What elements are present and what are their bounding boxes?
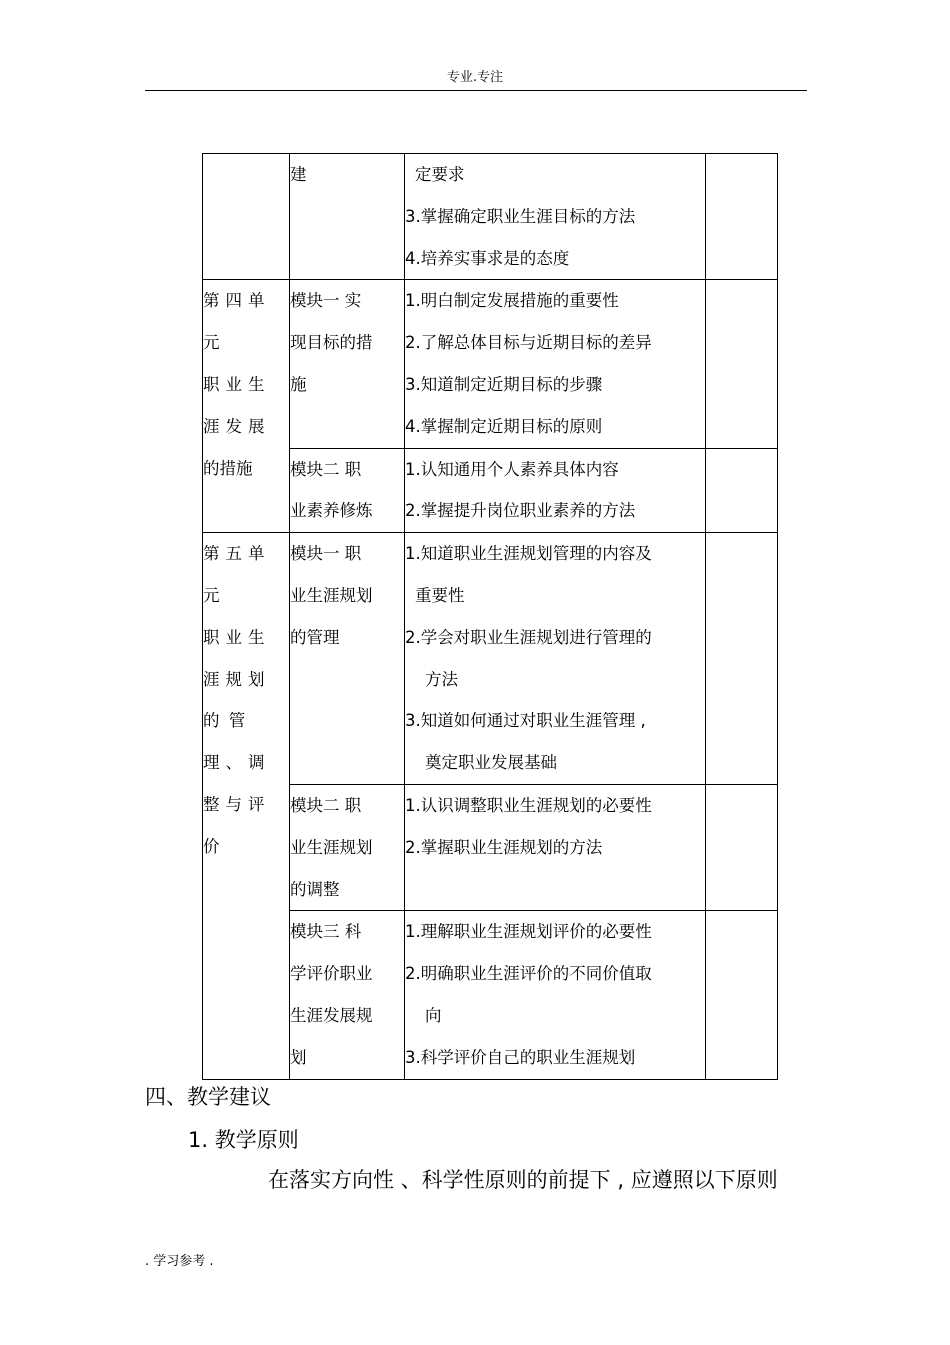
objective-line: 2.掌握提升岗位职业素养的方法 <box>405 501 636 521</box>
module-cell <box>290 448 405 533</box>
notes-cell <box>706 448 778 533</box>
table-row <box>203 911 778 1079</box>
unit-text: 第五单 <box>203 544 271 564</box>
objective-line: 向 <box>425 1005 442 1025</box>
objective-line: 3.掌握确定职业生涯目标的方法 <box>405 206 636 226</box>
objectives-cell <box>405 533 706 785</box>
subsection-heading: 1. 教学原则 <box>188 1128 299 1152</box>
unit-text: 理、调 <box>203 753 271 773</box>
objective-line: 3.科学评价自己的职业生涯规划 <box>405 1047 636 1067</box>
objectives-cell <box>405 911 706 1079</box>
module-text: 业生涯规划 <box>290 585 373 605</box>
module-text: 模块三 科 <box>290 922 362 942</box>
section-heading: 四、教学建议 <box>145 1085 271 1109</box>
module-cell <box>290 911 405 1079</box>
objective-line: 1.知道职业生涯规划管理的内容及 <box>405 544 652 564</box>
unit-text: 元 <box>203 585 226 605</box>
unit-text: 职业生 <box>203 374 271 394</box>
objectives-cell <box>405 784 706 910</box>
unit-text: 涯规划 <box>203 669 271 689</box>
module-cell <box>290 533 405 785</box>
module-text: 模块二 职 <box>290 795 362 815</box>
objective-line: 奠定职业发展基础 <box>425 753 557 773</box>
objective-line: 2.明确职业生涯评价的不同价值取 <box>405 964 652 984</box>
module-cell <box>290 280 405 448</box>
module-cell <box>290 154 405 280</box>
module-text: 划 <box>290 1047 307 1067</box>
page-footer: . 学习参考 . <box>145 1254 214 1269</box>
notes-cell <box>706 280 778 448</box>
module-text: 的调整 <box>290 879 340 899</box>
objective-line: 4.掌握制定近期目标的原则 <box>405 416 603 436</box>
notes-cell <box>706 154 778 280</box>
objective-line: 定要求 <box>415 165 465 184</box>
objective-line: 4.培养实事求是的态度 <box>405 248 570 268</box>
unit-text: 第四单 <box>203 291 271 311</box>
notes-cell <box>706 911 778 1079</box>
module-text: 现目标的措 <box>290 333 373 353</box>
table-row <box>203 448 778 533</box>
objective-line: 1.认知通用个人素养具体内容 <box>405 459 619 479</box>
objective-line: 1.认识调整职业生涯规划的必要性 <box>405 795 652 815</box>
table-row <box>203 154 778 280</box>
table-row <box>203 280 778 448</box>
unit-text: 职业生 <box>203 627 271 647</box>
module-text: 的管理 <box>290 627 340 647</box>
unit-text: 的 管 <box>203 711 248 731</box>
unit-text: 价 <box>203 836 226 856</box>
module-text: 业素养修炼 <box>290 501 373 521</box>
unit-text: 元 <box>203 333 226 353</box>
table-row <box>203 533 778 785</box>
module-text: 学评价职业 <box>290 964 373 984</box>
unit-cell <box>203 154 290 280</box>
objective-line: 重要性 <box>415 585 465 605</box>
module-text: 施 <box>290 374 307 394</box>
module-text: 生涯发展规 <box>290 1005 373 1025</box>
module-text: 业生涯规划 <box>290 837 373 857</box>
module-cell <box>290 784 405 910</box>
syllabus-table <box>202 153 778 1080</box>
unit-text: 整与评 <box>203 794 271 814</box>
unit-cell <box>203 280 290 533</box>
objective-line: 1.明白制定发展措施的重要性 <box>405 291 619 311</box>
unit-text: 涯发展 <box>203 416 271 436</box>
header-rule <box>145 90 807 91</box>
objective-line: 1.理解职业生涯规划评价的必要性 <box>405 922 652 942</box>
module-text: 模块一 实 <box>290 291 362 311</box>
objectives-cell <box>405 280 706 448</box>
objective-line: 2.了解总体目标与近期目标的差异 <box>405 333 652 353</box>
objective-line: 2.学会对职业生涯规划进行管理的 <box>405 627 652 647</box>
objective-line: 3.知道制定近期目标的步骤 <box>405 374 603 394</box>
objectives-cell <box>405 448 706 533</box>
body-paragraph: 在落实方向性 、科学性原则的前提下 , 应遵照以下原则 <box>268 1168 778 1192</box>
notes-cell <box>706 533 778 785</box>
page-header: 专业.专注 <box>446 70 504 85</box>
notes-cell <box>706 784 778 910</box>
objective-line: 2.掌握职业生涯规划的方法 <box>405 837 603 857</box>
unit-text: 的措施 <box>203 458 253 478</box>
module-text: 模块二 职 <box>290 459 362 479</box>
table-row <box>203 784 778 910</box>
objective-line: 3.知道如何通过对职业生涯管理 , <box>405 711 646 731</box>
objectives-cell <box>405 154 706 280</box>
module-text: 模块一 职 <box>290 544 362 564</box>
module-text: 建 <box>290 165 307 184</box>
objective-line: 方法 <box>425 669 458 689</box>
unit-cell <box>203 533 290 1079</box>
